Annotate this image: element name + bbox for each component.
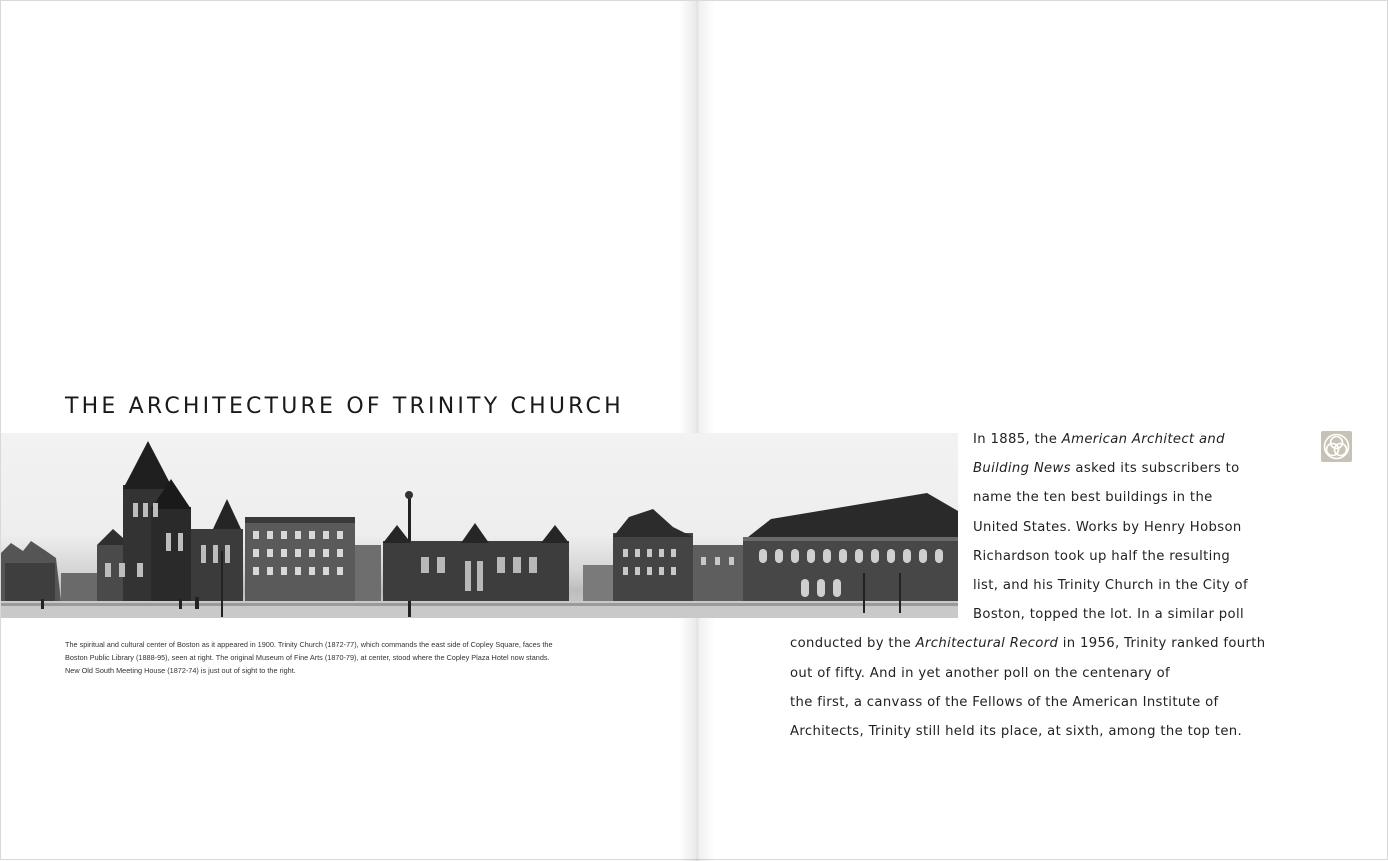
- body-line: Architects, Trinity still held its place, at sixth, among the top ten.: [790, 724, 1243, 740]
- caption-line: Boston Public Library (1888-95), seen at right. The original Museum of Fine Arts (1870-79), at center, stood where the Copley Plaza Hotel now stands.: [65, 652, 550, 662]
- page-title: THE ARCHITECTURE OF TRINITY CHURCH: [65, 393, 624, 419]
- body-paragraph: [790, 425, 1266, 746]
- body-line: name the ten best buildings in the: [973, 490, 1213, 506]
- body-line: United States. Works by Henry Hobson: [973, 519, 1242, 535]
- caption-line: New Old South Meeting House (1872-74) is just out of sight to the right.: [65, 665, 296, 675]
- body-line: In 1885, the American Architect and: [973, 432, 1225, 447]
- body-line: Building News asked its subscribers to: [973, 461, 1240, 477]
- body-line: Boston, topped the lot. In a similar poll: [973, 607, 1244, 623]
- caption-line: The spiritual and cultural center of Boston as it appeared in 1900. Trinity Church (1872-77), which commands the east side of Copley Square, faces the: [65, 640, 553, 649]
- body-line: the first, a canvass of the Fellows of the American Institute of: [790, 694, 1219, 710]
- trinity-knot-icon: [1321, 431, 1352, 462]
- body-line: conducted by the Architectural Record in 1956, Trinity ranked fourth: [790, 636, 1266, 652]
- body-line: out of fifty. And in yet another poll on the centenary of: [790, 665, 1171, 681]
- body-line: Richardson took up half the resulting: [973, 548, 1231, 564]
- body-line: list, and his Trinity Church in the City of: [973, 578, 1248, 594]
- page-gutter: [679, 1, 715, 861]
- photo-caption: [65, 639, 605, 677]
